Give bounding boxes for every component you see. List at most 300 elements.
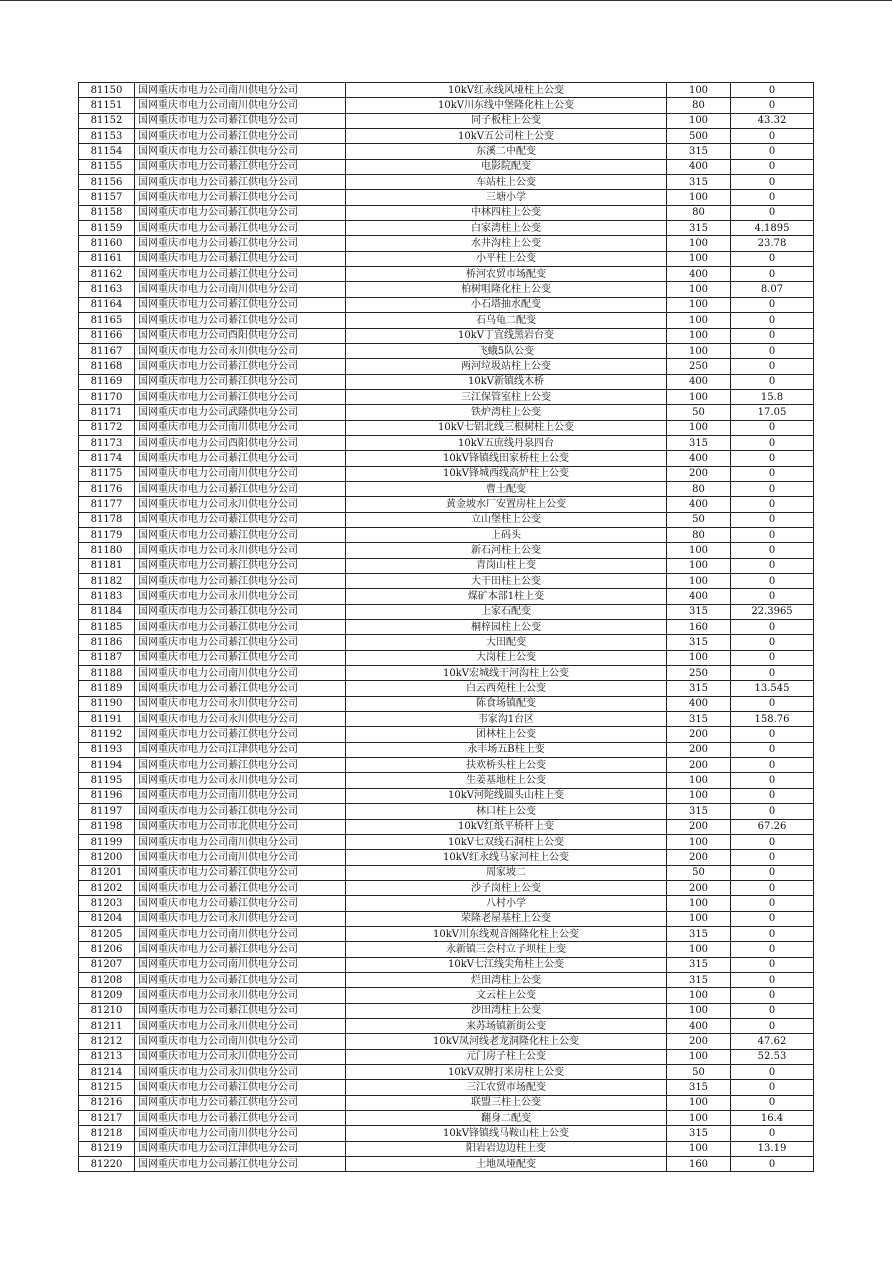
- org-cell: 国网重庆市电力公司綦江供电分公司: [135, 359, 346, 374]
- value-cell: 0: [731, 589, 814, 604]
- value-cell: 0: [731, 773, 814, 788]
- capacity-cell: 315: [667, 635, 731, 650]
- value-cell: 13.545: [731, 681, 814, 696]
- transformer-name-cell: 10kV五公司柱上公变: [346, 129, 667, 144]
- transformer-name-cell: 扶欢桥头柱上公变: [346, 758, 667, 773]
- value-cell: 0: [731, 788, 814, 803]
- value-cell: 0: [731, 988, 814, 1003]
- table-row: [79, 129, 814, 144]
- capacity-cell: 80: [667, 481, 731, 496]
- value-cell: 23.78: [731, 236, 814, 251]
- value-cell: 0: [731, 850, 814, 865]
- table-row: [79, 758, 814, 773]
- capacity-cell: 200: [667, 850, 731, 865]
- row-id-cell: 81167: [79, 343, 135, 358]
- transformer-name-cell: 车站柱上公变: [346, 175, 667, 190]
- row-id-cell: 81174: [79, 451, 135, 466]
- org-cell: 国网重庆市电力公司綦江供电分公司: [135, 650, 346, 665]
- capacity-cell: 400: [667, 267, 731, 282]
- transformer-name-cell: 烂田湾柱上公变: [346, 972, 667, 987]
- table-row: [79, 1034, 814, 1049]
- table-row: [79, 988, 814, 1003]
- transformer-name-cell: 中林四柱上公变: [346, 205, 667, 220]
- org-cell: 国网重庆市电力公司永川供电分公司: [135, 988, 346, 1003]
- org-cell: 国网重庆市电力公司綦江供电分公司: [135, 221, 346, 236]
- capacity-cell: 50: [667, 405, 731, 420]
- value-cell: 0: [731, 865, 814, 880]
- value-cell: 22.3965: [731, 604, 814, 619]
- row-id-cell: 81182: [79, 574, 135, 589]
- value-cell: 4.1895: [731, 221, 814, 236]
- org-cell: 国网重庆市电力公司綦江供电分公司: [135, 113, 346, 128]
- transformer-name-cell: 桥河农贸市场配变: [346, 267, 667, 282]
- table-row: [79, 527, 814, 542]
- org-cell: 国网重庆市电力公司永川供电分公司: [135, 1049, 346, 1064]
- transformer-name-cell: 曹土配变: [346, 481, 667, 496]
- row-id-cell: 81159: [79, 221, 135, 236]
- table-row: [79, 804, 814, 819]
- org-cell: 国网重庆市电力公司綦江供电分公司: [135, 1157, 346, 1172]
- value-cell: 15.8: [731, 389, 814, 404]
- transformer-name-cell: 沙子岗柱上公变: [346, 880, 667, 895]
- org-cell: 国网重庆市电力公司綦江供电分公司: [135, 1111, 346, 1126]
- row-id-cell: 81152: [79, 113, 135, 128]
- capacity-cell: 100: [667, 1003, 731, 1018]
- org-cell: 国网重庆市电力公司江津供电分公司: [135, 742, 346, 757]
- capacity-cell: 200: [667, 466, 731, 481]
- capacity-cell: 100: [667, 1049, 731, 1064]
- capacity-cell: 400: [667, 159, 731, 174]
- value-cell: 0: [731, 1080, 814, 1095]
- org-cell: 国网重庆市电力公司南川供电分公司: [135, 83, 346, 98]
- transformer-name-cell: 小平柱上公变: [346, 251, 667, 266]
- row-id-cell: 81176: [79, 481, 135, 496]
- row-id-cell: 81169: [79, 374, 135, 389]
- table-row: [79, 159, 814, 174]
- value-cell: 0: [731, 896, 814, 911]
- table-row: [79, 834, 814, 849]
- capacity-cell: 100: [667, 988, 731, 1003]
- transformer-name-cell: 八村小学: [346, 896, 667, 911]
- value-cell: 0: [731, 451, 814, 466]
- value-cell: 8.07: [731, 282, 814, 297]
- org-cell: 国网重庆市电力公司綦江供电分公司: [135, 604, 346, 619]
- org-cell: 国网重庆市电力公司永川供电分公司: [135, 712, 346, 727]
- value-cell: 0: [731, 880, 814, 895]
- org-cell: 国网重庆市电力公司酉阳供电分公司: [135, 328, 346, 343]
- transformer-name-cell: 10kV双牌打米房柱上公变: [346, 1065, 667, 1080]
- capacity-cell: 100: [667, 1095, 731, 1110]
- org-cell: 国网重庆市电力公司南川供电分公司: [135, 420, 346, 435]
- capacity-cell: 100: [667, 190, 731, 205]
- table-row: [79, 788, 814, 803]
- row-id-cell: 81184: [79, 604, 135, 619]
- value-cell: 0: [731, 650, 814, 665]
- table-row: [79, 359, 814, 374]
- table-row: [79, 113, 814, 128]
- capacity-cell: 100: [667, 282, 731, 297]
- value-cell: 0: [731, 620, 814, 635]
- row-id-cell: 81163: [79, 282, 135, 297]
- transformer-name-cell: 三塘小学: [346, 190, 667, 205]
- row-id-cell: 81165: [79, 313, 135, 328]
- row-id-cell: 81150: [79, 83, 135, 98]
- value-cell: 52.53: [731, 1049, 814, 1064]
- capacity-cell: 200: [667, 742, 731, 757]
- value-cell: 47.62: [731, 1034, 814, 1049]
- capacity-cell: 50: [667, 865, 731, 880]
- capacity-cell: 100: [667, 834, 731, 849]
- capacity-cell: 100: [667, 113, 731, 128]
- transformer-name-cell: 10kV凤河线老龙洞隆化柱上公变: [346, 1034, 667, 1049]
- row-id-cell: 81161: [79, 251, 135, 266]
- transformer-name-cell: 三江保管室柱上公变: [346, 389, 667, 404]
- row-id-cell: 81216: [79, 1095, 135, 1110]
- value-cell: 0: [731, 558, 814, 573]
- table-row: [79, 466, 814, 481]
- table-row: [79, 343, 814, 358]
- table-row: [79, 83, 814, 98]
- transformer-name-cell: 10kV丁宜线黑岩台变: [346, 328, 667, 343]
- page-top-rule: [0, 0, 892, 1]
- transformer-name-cell: 立山堡柱上公变: [346, 512, 667, 527]
- table-row: [79, 620, 814, 635]
- table-row: [79, 236, 814, 251]
- capacity-cell: 50: [667, 512, 731, 527]
- org-cell: 国网重庆市电力公司綦江供电分公司: [135, 896, 346, 911]
- row-id-cell: 81171: [79, 405, 135, 420]
- org-cell: 国网重庆市电力公司南川供电分公司: [135, 282, 346, 297]
- org-cell: 国网重庆市电力公司綦江供电分公司: [135, 267, 346, 282]
- capacity-cell: 200: [667, 1034, 731, 1049]
- value-cell: 0: [731, 497, 814, 512]
- transformer-name-cell: 10kV锋镇线马鞍山柱上公变: [346, 1126, 667, 1141]
- org-cell: 国网重庆市电力公司綦江供电分公司: [135, 190, 346, 205]
- table-row: [79, 175, 814, 190]
- transformer-name-cell: 两河垃圾站柱上公变: [346, 359, 667, 374]
- row-id-cell: 81156: [79, 175, 135, 190]
- row-id-cell: 81180: [79, 543, 135, 558]
- table-row: [79, 773, 814, 788]
- capacity-cell: 100: [667, 543, 731, 558]
- value-cell: 0: [731, 374, 814, 389]
- org-cell: 国网重庆市电力公司綦江供电分公司: [135, 727, 346, 742]
- transformer-name-cell: 白家湾柱上公变: [346, 221, 667, 236]
- table-row: [79, 313, 814, 328]
- transformer-name-cell: 来苏场镇新街公变: [346, 1018, 667, 1033]
- transformer-name-cell: 10kV锋镇线田家桥柱上公变: [346, 451, 667, 466]
- org-cell: 国网重庆市电力公司南川供电分公司: [135, 850, 346, 865]
- value-cell: 0: [731, 527, 814, 542]
- transformer-name-cell: 阳岩岩边边柱上变: [346, 1141, 667, 1156]
- capacity-cell: 315: [667, 926, 731, 941]
- table-row: [79, 98, 814, 113]
- transformer-name-cell: 永新镇三会村立子坝柱上变: [346, 942, 667, 957]
- table-row: [79, 850, 814, 865]
- row-id-cell: 81164: [79, 297, 135, 312]
- transformer-name-cell: 林口柱上公变: [346, 804, 667, 819]
- row-id-cell: 81170: [79, 389, 135, 404]
- org-cell: 国网重庆市电力公司南川供电分公司: [135, 1126, 346, 1141]
- transformer-name-cell: 黄金坡水厂安置房柱上公变: [346, 497, 667, 512]
- capacity-cell: 315: [667, 435, 731, 450]
- transformer-name-cell: 10kV新镇线木桥: [346, 374, 667, 389]
- transformer-name-cell: 水井沟柱上公变: [346, 236, 667, 251]
- table-row: [79, 1080, 814, 1095]
- org-cell: 国网重庆市电力公司綦江供电分公司: [135, 251, 346, 266]
- row-id-cell: 81185: [79, 620, 135, 635]
- capacity-cell: 200: [667, 758, 731, 773]
- row-id-cell: 81168: [79, 359, 135, 374]
- value-cell: 0: [731, 574, 814, 589]
- transformer-name-cell: 10kV红永线风垭柱上公变: [346, 83, 667, 98]
- table-row: [79, 1049, 814, 1064]
- capacity-cell: 100: [667, 788, 731, 803]
- capacity-cell: 100: [667, 83, 731, 98]
- row-id-cell: 81201: [79, 865, 135, 880]
- capacity-cell: 400: [667, 451, 731, 466]
- row-id-cell: 81206: [79, 942, 135, 957]
- transformer-name-cell: 团林柱上公变: [346, 727, 667, 742]
- value-cell: 0: [731, 205, 814, 220]
- table-row: [79, 251, 814, 266]
- capacity-cell: 100: [667, 773, 731, 788]
- row-id-cell: 81217: [79, 1111, 135, 1126]
- org-cell: 国网重庆市电力公司永川供电分公司: [135, 773, 346, 788]
- capacity-cell: 315: [667, 804, 731, 819]
- value-cell: 13.19: [731, 1141, 814, 1156]
- capacity-cell: 400: [667, 374, 731, 389]
- capacity-cell: 100: [667, 297, 731, 312]
- table-row: [79, 558, 814, 573]
- row-id-cell: 81181: [79, 558, 135, 573]
- table-row: [79, 681, 814, 696]
- capacity-cell: 400: [667, 696, 731, 711]
- capacity-cell: 250: [667, 666, 731, 681]
- value-cell: 0: [731, 159, 814, 174]
- capacity-cell: 100: [667, 236, 731, 251]
- table-row: [79, 297, 814, 312]
- transformer-name-cell: 10kV河陀线圆头山柱上变: [346, 788, 667, 803]
- capacity-cell: 100: [667, 389, 731, 404]
- row-id-cell: 81151: [79, 98, 135, 113]
- org-cell: 国网重庆市电力公司南川供电分公司: [135, 666, 346, 681]
- capacity-cell: 100: [667, 911, 731, 926]
- value-cell: 0: [731, 727, 814, 742]
- capacity-cell: 200: [667, 880, 731, 895]
- capacity-cell: 400: [667, 1018, 731, 1033]
- org-cell: 国网重庆市电力公司綦江供电分公司: [135, 144, 346, 159]
- capacity-cell: 315: [667, 175, 731, 190]
- value-cell: 0: [731, 481, 814, 496]
- table-row: [79, 435, 814, 450]
- value-cell: 0: [731, 343, 814, 358]
- row-id-cell: 81187: [79, 650, 135, 665]
- row-id-cell: 81197: [79, 804, 135, 819]
- transformer-name-cell: 东溪二中配变: [346, 144, 667, 159]
- table-row: [79, 389, 814, 404]
- capacity-cell: 315: [667, 144, 731, 159]
- org-cell: 国网重庆市电力公司永川供电分公司: [135, 1065, 346, 1080]
- value-cell: 0: [731, 1065, 814, 1080]
- org-cell: 国网重庆市电力公司永川供电分公司: [135, 696, 346, 711]
- row-id-cell: 81198: [79, 819, 135, 834]
- org-cell: 国网重庆市电力公司永川供电分公司: [135, 497, 346, 512]
- org-cell: 国网重庆市电力公司南川供电分公司: [135, 1034, 346, 1049]
- value-cell: 17.05: [731, 405, 814, 420]
- org-cell: 国网重庆市电力公司綦江供电分公司: [135, 620, 346, 635]
- capacity-cell: 315: [667, 972, 731, 987]
- org-cell: 国网重庆市电力公司綦江供电分公司: [135, 512, 346, 527]
- table-row: [79, 742, 814, 757]
- transformer-name-cell: 10kV川东线中堡隆化柱上公变: [346, 98, 667, 113]
- value-cell: 0: [731, 144, 814, 159]
- capacity-cell: 80: [667, 527, 731, 542]
- table-row: [79, 221, 814, 236]
- value-cell: 0: [731, 834, 814, 849]
- row-id-cell: 81213: [79, 1049, 135, 1064]
- transformer-name-cell: 10kV红纸平桥杆上变: [346, 819, 667, 834]
- transformer-name-cell: 文云柱上公变: [346, 988, 667, 1003]
- value-cell: 0: [731, 911, 814, 926]
- row-id-cell: 81195: [79, 773, 135, 788]
- transformer-name-cell: 陈食场镇配变: [346, 696, 667, 711]
- row-id-cell: 81209: [79, 988, 135, 1003]
- table-body: [79, 83, 814, 1172]
- value-cell: 0: [731, 1157, 814, 1172]
- row-id-cell: 81172: [79, 420, 135, 435]
- value-cell: 158.76: [731, 712, 814, 727]
- row-id-cell: 81194: [79, 758, 135, 773]
- row-id-cell: 81204: [79, 911, 135, 926]
- capacity-cell: 315: [667, 604, 731, 619]
- value-cell: 0: [731, 758, 814, 773]
- capacity-cell: 100: [667, 1111, 731, 1126]
- transformer-name-cell: 翻身二配变: [346, 1111, 667, 1126]
- row-id-cell: 81153: [79, 129, 135, 144]
- value-cell: 0: [731, 543, 814, 558]
- value-cell: 0: [731, 804, 814, 819]
- transformer-name-cell: 柏树咀隆化柱上公变: [346, 282, 667, 297]
- value-cell: 0: [731, 83, 814, 98]
- org-cell: 国网重庆市电力公司綦江供电分公司: [135, 758, 346, 773]
- capacity-cell: 100: [667, 1141, 731, 1156]
- table-row: [79, 942, 814, 957]
- org-cell: 国网重庆市电力公司市北供电分公司: [135, 819, 346, 834]
- row-id-cell: 81218: [79, 1126, 135, 1141]
- transformer-name-cell: 上码头: [346, 527, 667, 542]
- table-row: [79, 405, 814, 420]
- value-cell: 0: [731, 972, 814, 987]
- transformer-name-cell: 桐梓园柱上公变: [346, 620, 667, 635]
- value-cell: 0: [731, 742, 814, 757]
- transformer-name-cell: 永丰场五B柱上变: [346, 742, 667, 757]
- capacity-cell: 100: [667, 942, 731, 957]
- org-cell: 国网重庆市电力公司綦江供电分公司: [135, 880, 346, 895]
- table-row: [79, 144, 814, 159]
- transformer-name-cell: 大岗柱上公变: [346, 650, 667, 665]
- value-cell: 0: [731, 313, 814, 328]
- capacity-cell: 50: [667, 1065, 731, 1080]
- capacity-cell: 315: [667, 1080, 731, 1095]
- value-cell: 0: [731, 267, 814, 282]
- table-row: [79, 481, 814, 496]
- org-cell: 国网重庆市电力公司江津供电分公司: [135, 1141, 346, 1156]
- capacity-cell: 200: [667, 819, 731, 834]
- table-row: [79, 727, 814, 742]
- row-id-cell: 81192: [79, 727, 135, 742]
- row-id-cell: 81202: [79, 880, 135, 895]
- row-id-cell: 81166: [79, 328, 135, 343]
- table-row: [79, 497, 814, 512]
- capacity-cell: 500: [667, 129, 731, 144]
- value-cell: 0: [731, 359, 814, 374]
- org-cell: 国网重庆市电力公司永川供电分公司: [135, 911, 346, 926]
- org-cell: 国网重庆市电力公司綦江供电分公司: [135, 205, 346, 220]
- transformer-name-cell: 元门房子柱上公变: [346, 1049, 667, 1064]
- capacity-cell: 100: [667, 328, 731, 343]
- table-row: [79, 543, 814, 558]
- row-id-cell: 81215: [79, 1080, 135, 1095]
- value-cell: 0: [731, 957, 814, 972]
- value-cell: 0: [731, 635, 814, 650]
- row-id-cell: 81219: [79, 1141, 135, 1156]
- table-row: [79, 712, 814, 727]
- value-cell: 43.32: [731, 113, 814, 128]
- table-row: [79, 911, 814, 926]
- org-cell: 国网重庆市电力公司綦江供电分公司: [135, 1095, 346, 1110]
- value-cell: 0: [731, 435, 814, 450]
- row-id-cell: 81212: [79, 1034, 135, 1049]
- row-id-cell: 81175: [79, 466, 135, 481]
- org-cell: 国网重庆市电力公司綦江供电分公司: [135, 558, 346, 573]
- value-cell: 0: [731, 328, 814, 343]
- row-id-cell: 81205: [79, 926, 135, 941]
- value-cell: 67.26: [731, 819, 814, 834]
- value-cell: 16.4: [731, 1111, 814, 1126]
- table-row: [79, 190, 814, 205]
- table-row: [79, 589, 814, 604]
- transformer-name-cell: 生姜基地柱上公变: [346, 773, 667, 788]
- value-cell: 0: [731, 926, 814, 941]
- transformer-name-cell: 10kV锋城西线高炉柱上公变: [346, 466, 667, 481]
- transformer-name-cell: 小石塔抽水配变: [346, 297, 667, 312]
- table-row: [79, 374, 814, 389]
- org-cell: 国网重庆市电力公司南川供电分公司: [135, 98, 346, 113]
- capacity-cell: 315: [667, 681, 731, 696]
- value-cell: 0: [731, 696, 814, 711]
- org-cell: 国网重庆市电力公司武隆供电分公司: [135, 405, 346, 420]
- table-row: [79, 896, 814, 911]
- org-cell: 国网重庆市电力公司南川供电分公司: [135, 788, 346, 803]
- row-id-cell: 81160: [79, 236, 135, 251]
- table-row: [79, 1157, 814, 1172]
- org-cell: 国网重庆市电力公司綦江供电分公司: [135, 865, 346, 880]
- table-row: [79, 1065, 814, 1080]
- transformer-name-cell: 10kV五庶线丹泉四台: [346, 435, 667, 450]
- capacity-cell: 315: [667, 1126, 731, 1141]
- row-id-cell: 81208: [79, 972, 135, 987]
- table-row: [79, 1003, 814, 1018]
- transformer-name-cell: 联盟三柱上公变: [346, 1095, 667, 1110]
- transformer-name-cell: 石乌龟二配变: [346, 313, 667, 328]
- row-id-cell: 81179: [79, 527, 135, 542]
- table-row: [79, 650, 814, 665]
- table-row: [79, 1126, 814, 1141]
- capacity-cell: 400: [667, 497, 731, 512]
- capacity-cell: 200: [667, 727, 731, 742]
- org-cell: 国网重庆市电力公司綦江供电分公司: [135, 297, 346, 312]
